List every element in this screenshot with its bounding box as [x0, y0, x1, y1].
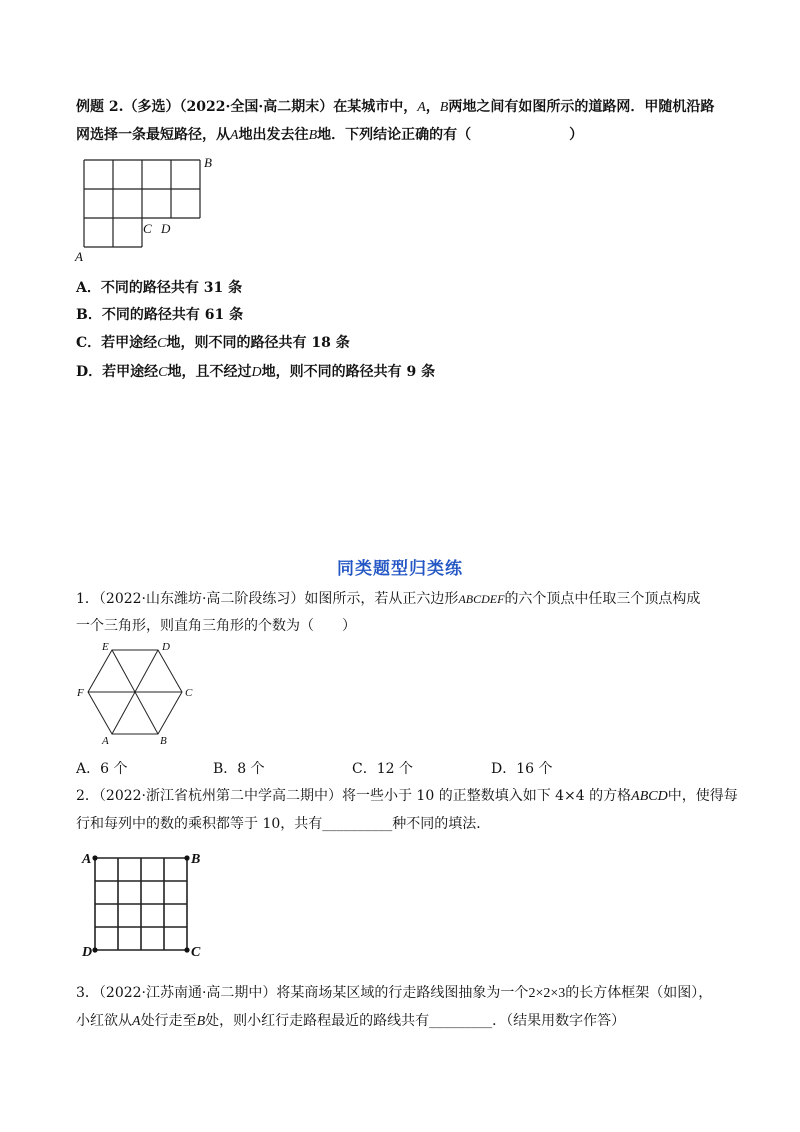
q2-line2-text: 行和每列中的数的乘积都等于 10，共有 — [76, 816, 323, 832]
q3-line2 — [76, 1011, 625, 1032]
var-abcd: ABCD — [631, 789, 668, 804]
label-a: A — [75, 249, 83, 264]
q1-line2: 一个三角形，则直角三角形的个数为（ ） — [76, 618, 356, 634]
option-b: B．不同的路径共有 61 条 — [76, 307, 244, 323]
q1-option-a: A．6 个 — [76, 761, 128, 777]
hexagon-figure — [72, 638, 202, 750]
var-c: C — [158, 365, 168, 380]
label-c: C — [191, 945, 201, 960]
example2-line2-post: 地．下列结论正确的有（ — [317, 127, 472, 143]
road-network-figure — [70, 150, 230, 265]
q3-post: 的长方体框架（如图）， — [565, 985, 713, 1001]
q2-answer-blank[interactable]: __________ — [322, 816, 393, 832]
example2-line2-pre: 网选择一条最短路径，从 — [76, 127, 230, 143]
option-c-pre: C．若甲途经 — [76, 335, 158, 351]
label-c: C — [143, 221, 152, 236]
example2-line2-mid: 地出发去往 — [238, 127, 309, 143]
q1-line1 — [76, 589, 700, 609]
q2-line1 — [76, 786, 738, 807]
example2-line1 — [76, 97, 714, 118]
option-c-post: 地，则不同的路径共有 18 条 — [166, 335, 350, 351]
label-b: B — [204, 155, 212, 170]
section-title: 同类题型归类练 — [337, 559, 463, 579]
q3-line2-end: ．（结果用数字作答） — [492, 1013, 626, 1029]
q2-pre: 2．（2022·浙江省杭州第二中学高二期中）将一些小于 10 的正整数填入如下 4×4 的方格 — [76, 788, 632, 804]
var-d: D — [251, 365, 262, 380]
answer-close-paren: ） — [569, 127, 584, 143]
q3-line2-mid: 处行走至 — [140, 1013, 197, 1029]
example2-prefix: 例题 2.（多选）（2022·全国·高二期末）在某城市中， — [76, 99, 418, 115]
var-c: C — [157, 336, 167, 351]
q3-pre: 3．（2022·江苏南通·高二期中）将某商场某区域的行走路线图抽象为一个 — [76, 985, 529, 1001]
q2-line2 — [76, 814, 490, 834]
label-f: F — [77, 687, 84, 699]
label-a: A — [82, 852, 92, 867]
var-abcdef: ABCDEF — [458, 592, 505, 606]
example2-line2 — [76, 125, 583, 146]
label-d: D — [161, 221, 171, 236]
label-b: B — [160, 735, 167, 747]
example2-rest1: 两地之间有如图所示的道路网．甲随机沿路 — [448, 99, 715, 115]
q3-line1 — [76, 983, 712, 1004]
var-b: B — [196, 1014, 206, 1029]
label-b: B — [191, 852, 201, 867]
option-d-post: 地，则不同的路径共有 9 条 — [261, 364, 436, 380]
var-b: B — [439, 100, 449, 115]
q3-dims: 2×2×3 — [528, 986, 566, 1001]
option-d-pre: D．若甲途经 — [76, 364, 159, 380]
label-d: D — [162, 641, 170, 653]
option-c — [76, 333, 350, 354]
q1-post: 的六个顶点中任取三个顶点构成 — [504, 591, 701, 607]
var-a: A — [417, 100, 426, 115]
q1-option-d: D．16 个 — [491, 761, 553, 777]
q1-option-c: C．12 个 — [352, 761, 413, 777]
var-a: A — [132, 1014, 141, 1029]
label-d: D — [82, 945, 93, 960]
q1-option-b: B．8 个 — [213, 761, 265, 777]
var-b: B — [308, 128, 318, 143]
label-a: A — [102, 735, 109, 747]
q1-pre: 1．（2022·山东潍坊·高二阶段练习）如图所示，若从正六边形 — [76, 591, 459, 607]
q3-line2-pre: 小红欲从 — [76, 1013, 132, 1029]
label-e: E — [102, 641, 109, 653]
option-d-mid: 地，且不经过 — [167, 364, 252, 380]
grid-4x4-figure — [80, 848, 210, 960]
var-a: A — [230, 128, 239, 143]
comma: ， — [425, 99, 440, 115]
q2-line2-post: 种不同的填法． — [392, 816, 491, 832]
option-a: A．不同的路径共有 31 条 — [76, 280, 243, 296]
label-c: C — [185, 687, 193, 699]
option-d — [76, 362, 435, 383]
q2-post: 中，使得每 — [667, 788, 738, 804]
q3-line2-post: 处，则小红行走路程最近的路线共有 — [205, 1013, 430, 1029]
q3-answer-blank[interactable]: _________ — [429, 1013, 493, 1029]
